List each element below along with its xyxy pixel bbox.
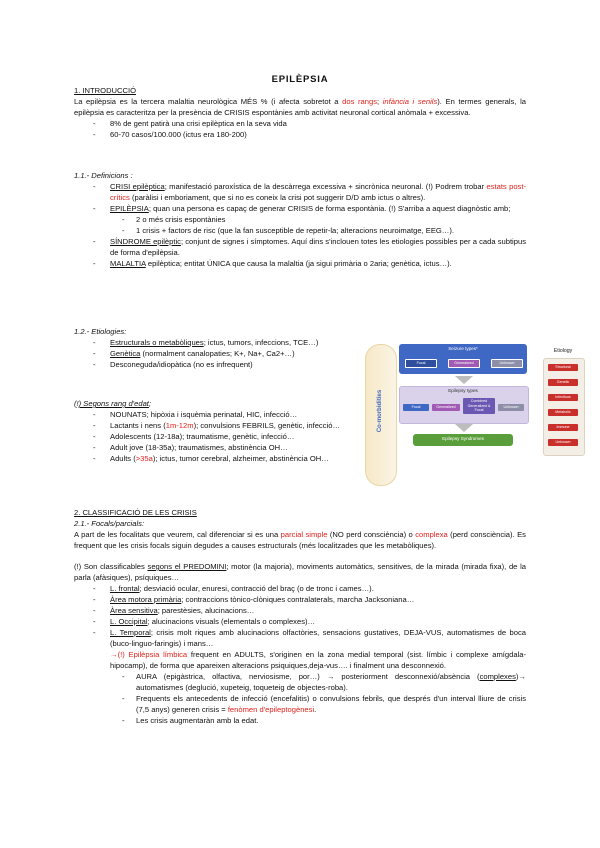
page-title: EPILÈPSIA <box>271 74 329 85</box>
section-etiologies <box>74 326 352 370</box>
epilepsy-criteria-list <box>120 214 526 236</box>
list-item: - 2 o més crisis espontànies <box>120 214 526 225</box>
etiology-title: Etiology <box>553 348 573 354</box>
definitions-list <box>90 181 526 269</box>
intro-heading: 1. INTRODUCCIÓ <box>74 86 137 95</box>
seizure-focal: Focal <box>405 359 437 368</box>
etiology-infectious: Infectious <box>548 394 578 401</box>
section-classification <box>74 507 526 726</box>
epilepsy-syndromes-label: Epilepsy Syndromes <box>442 436 484 441</box>
age-list <box>90 409 352 464</box>
lobes-list <box>90 583 526 726</box>
classification-figure <box>363 340 585 488</box>
list-item: - SÍNDROME epilèptic; conjunt de signes i símptomes. Aquí dins s'inclouen totes les etiologies possibles per a cada subtipus de forma d'epilèpsia. <box>90 236 526 258</box>
spacer <box>74 551 526 561</box>
list-item: - CRISI epilèptica; manifestació paroxística de la descàrrega excessiva + sincrònica neuronal. (!) Podrem trobar estats post-crítics (paràlisi i emboriament, que si no es coneix la crisi pot suggerir D/D amb ictus o altres). <box>90 181 526 203</box>
seizure-generalized: Generalized <box>448 359 480 368</box>
section-age <box>74 398 352 464</box>
comorbidities-label: Co-morbidities <box>377 389 383 433</box>
focal-paragraph: A part de les focalitats que veurem, cal diferenciar si es una parcial simple (NO perd consciència) o complexa (perd consciència). Es frequent que les crisis focals siguin degudes a causes estructurals (més localitzades que les metabòliques). <box>74 530 526 550</box>
limbic-list <box>120 671 526 726</box>
epilepsy-unknown: Unknown <box>498 404 524 411</box>
list-item: - Les crisis augmentaràn amb la edat. <box>120 715 526 726</box>
list-item: - Àrea motora primària; contraccions tònico-clòniques contralaterals, marcha Jacksoniana… <box>90 594 526 605</box>
focal-heading: 2.1.- Focals/parcials: <box>74 519 145 528</box>
epilepsy-types-title: Epilepsy types <box>448 388 478 393</box>
etiology-structural: Structural <box>548 364 578 371</box>
list-item: - Lactants i nens (1m-12m); convulsions FEBRILS, genètic, infecció… <box>90 420 352 431</box>
list-item: - AURA (epigàstrica, olfactiva, nerviosisme, por…) → posteriorment desconnexió/absència (complexes)→ automatismes (deglució, xupeteig, toqueteig de objectes-roba). <box>120 671 526 693</box>
list-item: - MALALTIA epilèptica; entitat ÚNICA que causa la malaltia (ja sigui primària o 2aria; genètica, ictus…). <box>90 258 526 269</box>
predominance-paragraph: (!) Son classificables segons el PREDOMINI; motor (la majoria), moviments automàtics, sensitives, de la mirada (mirada fixa), de la parla (afàsiques), psíquiques… <box>74 562 526 582</box>
list-item: - NOUNATS; hipòxia i isquèmia perinatal, HIC, infecció… <box>90 409 352 420</box>
seizure-types-title: Seizure types* <box>448 346 478 351</box>
seizure-unknown: Unknown <box>491 359 523 368</box>
list-item: - L. frontal; desviació ocular, enuresi, contracció del braç (o de tronc i cames…). <box>90 583 526 594</box>
epilepsy-combined: Combined Generalized & Focal <box>463 398 495 414</box>
intro-list <box>90 118 526 140</box>
list-item: - 1 crisis + factors de risc (que la fan susceptible de repetir-la; alteracions neuroimatge, EEG…). <box>120 225 526 236</box>
section-intro <box>74 85 526 140</box>
etiology-immune: Immune <box>548 424 578 431</box>
epilepsy-generalized: Generalized <box>432 404 460 411</box>
intro-paragraph: La epilèpsia es la tercera malaltia neurològica MÉS % (i afecta sobretot a dos rangs; infància i senils). En termes generals, la epilèpsia es caracteritza per la presència de CRISIS espontànies amb activitat neuronal cortical anòmala + excessiva. <box>74 97 526 117</box>
list-item: - Frequents els antecedents de infecció (encefalitis) o convulsions febrils, que després d'un interval lliure de crisis (7,5 anys) generen crisis = fenòmen d'epileptogènesi. <box>120 693 526 715</box>
list-item: - Desconeguda/idiopàtica (no es infrequent) <box>90 359 352 370</box>
etiology-unknown: Unknown <box>548 439 578 446</box>
epilepsy-focal: Focal <box>403 404 429 411</box>
list-item: - Adult jove (18-35a); traumatismes, abstinència OH… <box>90 442 352 453</box>
age-heading: (!) Segons rang d'edat; <box>74 399 152 408</box>
definitions-heading: 1.1.- Definicions : <box>74 171 133 180</box>
etiology-genetic: Genetic <box>548 379 578 386</box>
etiology-metabolic: Metabolic <box>548 409 578 416</box>
list-item: - 60-70 casos/100.000 (ictus era 180-200) <box>90 129 526 140</box>
etiologies-heading: 1.2.- Etiologies: <box>74 327 127 336</box>
arrow-down-icon <box>455 376 473 384</box>
list-item: - Àrea sensitiva; parestèsies, alucinacions… <box>90 605 526 616</box>
list-item: - L. Temporal; crisis molt riques amb alucinacions olfactòries, sensacions gustatives, DEJA-VUS, automatismes de boca (buco-linguo-faringis) i mans… → (!) Epilèpsia límbica frequent en ADULTS, s'originen en la zona medial temporal (sist. límbic i complexe amígdala-hipocamp), de forma que apareixen alteracions psiquiques,deja-vus…. i finalment una desconnexió. - AURA (epigàstrica, olfactiva, nerviosisme, por…) → posteriorment desconnexió/absència (complexes)→ automatismes (deglució, xupeteig, toqueteig de objectes-roba). - Frequents els antecedents de infecció (encefalitis) o convulsions febrils, que després d'un interval lliure de crisis (7,5 anys) generen crisis = fenòmen d'epileptogènesi. - Les crisis augmentaràn amb la edat. <box>90 627 526 726</box>
list-item: - Adults (>35a); ictus, tumor cerebral, alzheimer, abstinència OH… <box>90 453 352 464</box>
list-item: - EPILÈPSIA; quan una persona es capaç de generar CRISIS de forma espontània. (!) S'arriba a aquest diagnòstic amb; - 2 o més crisis espontànies - 1 crisis + factors de risc (que la fan susceptible de repetir-la; alteracions neuroimatge, EEG…). <box>90 203 526 236</box>
section-definitions <box>74 170 526 269</box>
limbic-paragraph: → (!) Epilèpsia límbica frequent en ADULTS, s'originen en la zona medial temporal (sist. límbic i complexe amígdala-hipocamp), de forma que apareixen alteracions psiquiques,deja-vus…. i finalment una desconnexió. <box>110 649 526 671</box>
list-item: - L. Occipital; alucinacions visuals (elementals o complexes)… <box>90 616 526 627</box>
list-item: - 8% de gent patirà una crisi epilèptica en la seva vida <box>90 118 526 129</box>
arrow-down-icon <box>455 424 473 432</box>
list-item: - Estructurals o metabòliques; ictus, tumors, infeccions, TCE…) <box>90 337 352 348</box>
etiologies-list <box>90 337 352 370</box>
list-item: - Adolescents (12-18a); traumatisme, genètic, infecció… <box>90 431 352 442</box>
list-item: - Genètica (normalment canalopaties; K+, Na+, Ca2+…) <box>90 348 352 359</box>
classification-heading: 2. CLASSIFICACIÓ DE LES CRISIS <box>74 508 197 517</box>
